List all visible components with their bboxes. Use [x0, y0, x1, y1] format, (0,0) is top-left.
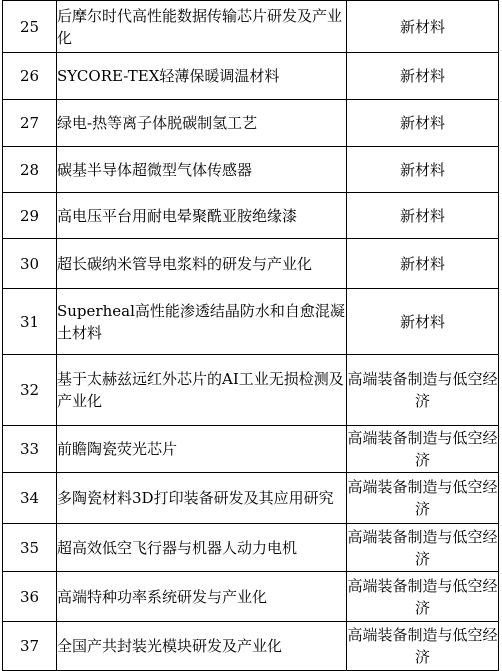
table-row	[3, 147, 499, 193]
field-category: 新材料	[347, 1, 499, 53]
row-number: 31	[3, 289, 57, 355]
table-row	[3, 355, 499, 426]
table-row	[3, 473, 499, 524]
project-name: 碳基半导体超微型气体传感器	[57, 147, 347, 193]
row-number: 33	[3, 426, 57, 473]
project-name: 超高效低空飞行器与机器人动力电机	[57, 524, 347, 572]
project-table	[2, 0, 499, 671]
row-number: 29	[3, 193, 57, 239]
table-row	[3, 572, 499, 622]
table-row	[3, 622, 499, 671]
field-category: 高端装备制造与低空经济	[347, 473, 499, 524]
field-category: 新材料	[347, 193, 499, 239]
project-name: 前瞻陶瓷荧光芯片	[57, 426, 347, 473]
field-category: 高端装备制造与低空经济	[347, 355, 499, 426]
field-category: 新材料	[347, 289, 499, 355]
row-number: 28	[3, 147, 57, 193]
table-row	[3, 239, 499, 289]
table-row	[3, 100, 499, 147]
field-category: 新材料	[347, 147, 499, 193]
row-number: 32	[3, 355, 57, 426]
field-category: 新材料	[347, 53, 499, 100]
table-row	[3, 426, 499, 473]
project-name: 多陶瓷材料3D打印装备研发及其应用研究	[57, 473, 347, 524]
table-row	[3, 289, 499, 355]
table-row	[3, 53, 499, 100]
project-name: Superheal高性能渗透结晶防水和自愈混凝土材料	[57, 289, 347, 355]
field-category: 高端装备制造与低空经济	[347, 524, 499, 572]
table-row	[3, 524, 499, 572]
field-category: 高端装备制造与低空经济	[347, 572, 499, 622]
field-category: 新材料	[347, 239, 499, 289]
field-category: 高端装备制造与低空经济	[347, 622, 499, 671]
row-number: 37	[3, 622, 57, 671]
table-row	[3, 1, 499, 53]
row-number: 35	[3, 524, 57, 572]
project-name: 超长碳纳米管导电浆料的研发与产业化	[57, 239, 347, 289]
project-name: SYCORE-TEX轻薄保暖调温材料	[57, 53, 347, 100]
project-name: 高端特种功率系统研发与产业化	[57, 572, 347, 622]
project-name: 基于太赫兹远红外芯片的AI工业无损检测及产业化	[57, 355, 347, 426]
row-number: 30	[3, 239, 57, 289]
row-number: 34	[3, 473, 57, 524]
row-number: 36	[3, 572, 57, 622]
project-name: 绿电-热等离子体脱碳制氢工艺	[57, 100, 347, 147]
field-category: 高端装备制造与低空经济	[347, 426, 499, 473]
project-name: 高电压平台用耐电晕聚酰亚胺绝缘漆	[57, 193, 347, 239]
project-name: 全国产共封装光模块研发及产业化	[57, 622, 347, 671]
project-name: 后摩尔时代高性能数据传输芯片研发及产业化	[57, 1, 347, 53]
row-number: 25	[3, 1, 57, 53]
field-category: 新材料	[347, 100, 499, 147]
row-number: 27	[3, 100, 57, 147]
table-row	[3, 193, 499, 239]
row-number: 26	[3, 53, 57, 100]
